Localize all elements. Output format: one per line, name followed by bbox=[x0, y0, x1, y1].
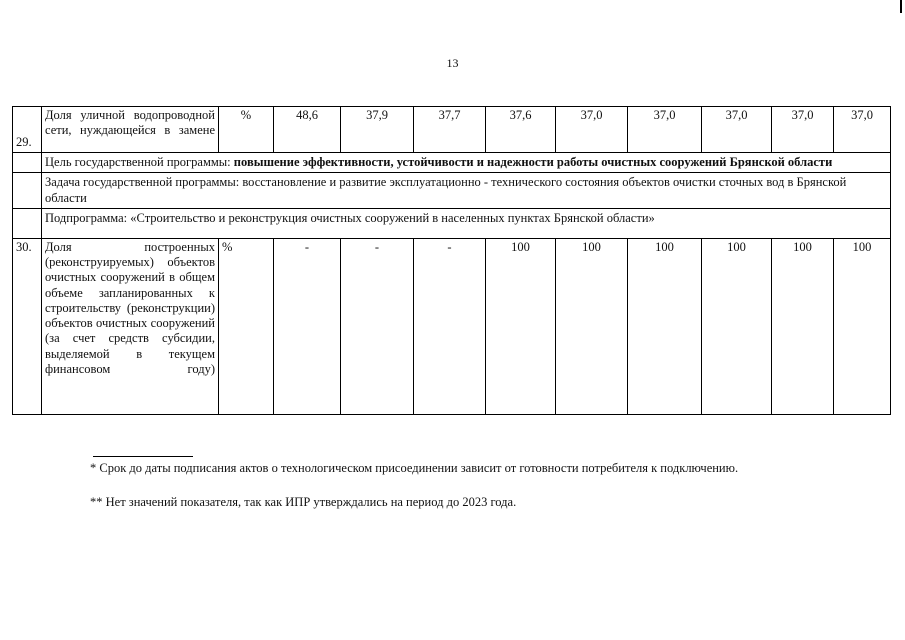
section-row-goal bbox=[13, 153, 891, 173]
table-row-29 bbox=[13, 107, 891, 153]
row-number: 29. bbox=[13, 107, 42, 153]
indicator-name: Доля построенных (реконструируемых) объектов очистных сооружений в общем объеме запланированных к строительству (реконструкции) объектов очистных сооружений (за счет средств субсидии, выделяемой в текущем финансовом году) bbox=[42, 238, 219, 414]
value-cell: - bbox=[341, 238, 414, 414]
value-cell: 100 bbox=[834, 238, 891, 414]
section-goal bbox=[42, 153, 891, 173]
section-task: Задача государственной программы: восстановление и развитие эксплуатационно - технического состояния объектов очистки сточных вод в Брянской области bbox=[42, 173, 891, 209]
value-cell: 100 bbox=[702, 238, 772, 414]
unit-cell: % bbox=[219, 238, 274, 414]
indicator-name: Доля уличной водопроводной сети, нуждающейся в замене bbox=[42, 107, 219, 153]
page-number: 13 bbox=[446, 56, 459, 70]
value-cell: - bbox=[414, 238, 486, 414]
footnote-1: * Срок до даты подписания актов о технологическом присоединении зависит от готовности потребителя к подключению. bbox=[90, 461, 739, 475]
value-cell: 37,0 bbox=[702, 107, 772, 153]
table-row-30 bbox=[13, 238, 891, 414]
section-row-task bbox=[13, 173, 891, 209]
footnote-2: ** Нет значений показателя, так как ИПР утверждались на период до 2023 года. bbox=[90, 495, 517, 509]
value-cell: 100 bbox=[556, 238, 628, 414]
value-cell: 37,0 bbox=[628, 107, 702, 153]
page-edge-mark bbox=[900, 0, 902, 13]
footnote-divider bbox=[93, 456, 193, 457]
indicators-table bbox=[12, 106, 891, 415]
value-cell: 37,0 bbox=[834, 107, 891, 153]
row-number: 30. bbox=[13, 238, 42, 414]
value-cell: 37,6 bbox=[486, 107, 556, 153]
goal-text: повышение эффективности, устойчивости и надежности работы очистных сооружений Брянской области bbox=[233, 155, 833, 169]
value-cell: 37,0 bbox=[772, 107, 834, 153]
value-cell: 100 bbox=[628, 238, 702, 414]
value-cell: 100 bbox=[486, 238, 556, 414]
value-cell: 100 bbox=[772, 238, 834, 414]
section-row-subprogram bbox=[13, 208, 891, 238]
value-cell: 37,0 bbox=[556, 107, 628, 153]
value-cell: - bbox=[274, 238, 341, 414]
unit-cell: % bbox=[219, 107, 274, 153]
section-subprogram: Подпрограмма: «Строительство и реконструкция очистных сооружений в населенных пунктах Брянской области» bbox=[42, 208, 891, 238]
value-cell: 37,9 bbox=[341, 107, 414, 153]
value-cell: 37,7 bbox=[414, 107, 486, 153]
value-cell: 48,6 bbox=[274, 107, 341, 153]
goal-prefix: Цель государственной программы: bbox=[45, 155, 234, 169]
